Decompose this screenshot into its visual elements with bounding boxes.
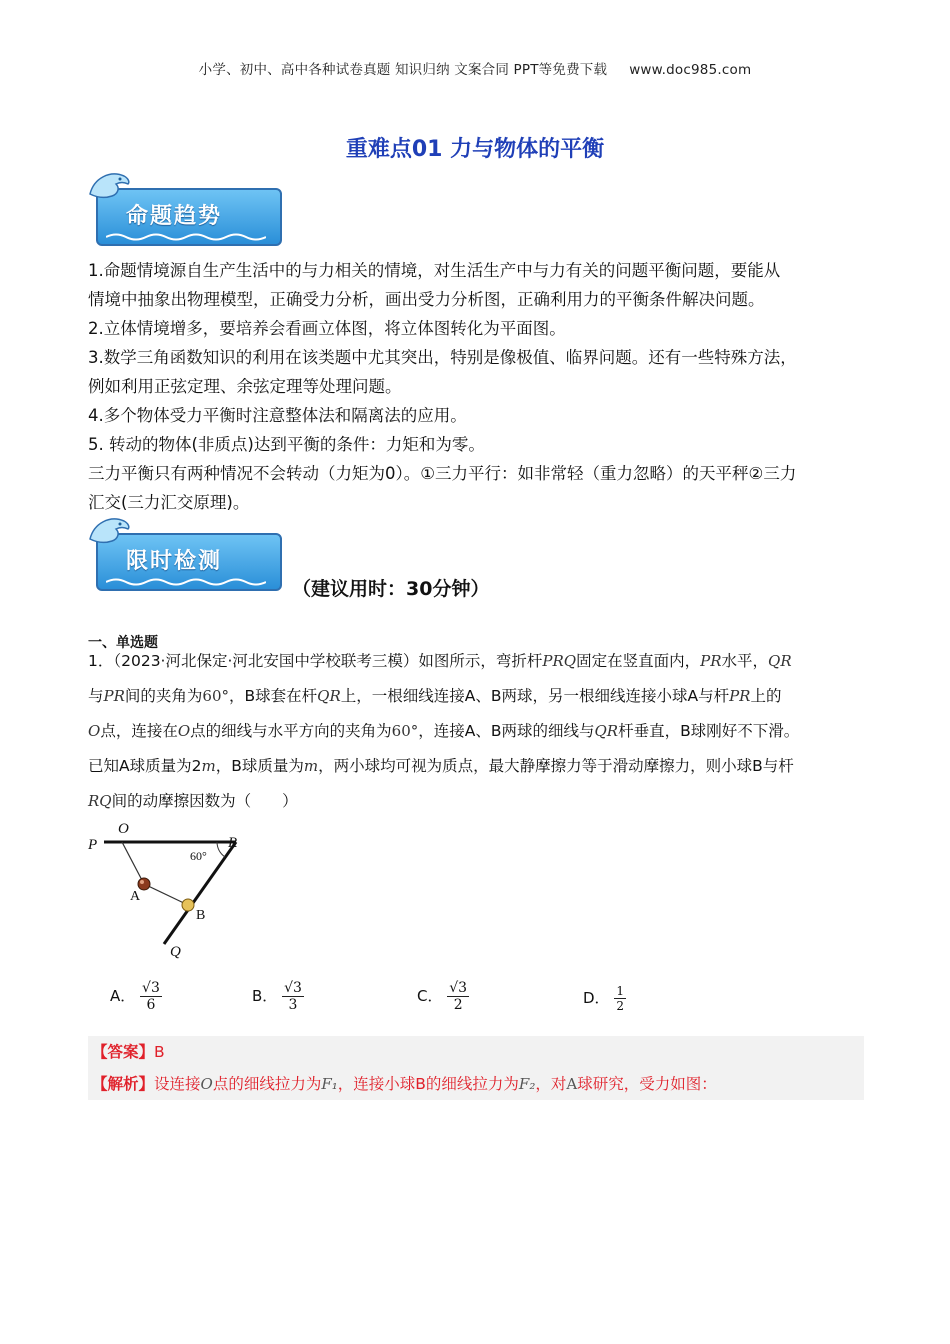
fraction-numerator: √3 [449, 980, 468, 996]
string-oa [122, 842, 144, 884]
header-text: 小学、初中、高中各种试卷真题 知识归纳 文案合同 PPT等免费下载 [198, 62, 608, 78]
analysis-text: 设连接 [154, 1075, 201, 1093]
q-math: m [303, 757, 319, 775]
label-o: O [118, 821, 129, 837]
analysis-line [92, 1068, 862, 1100]
trend-banner [96, 188, 282, 246]
q-text: 与 [88, 687, 104, 705]
option-fraction [447, 980, 469, 1013]
q-text: 固定在竖直面内， [576, 652, 701, 670]
wave-icon [106, 577, 266, 587]
q-math: O [177, 722, 191, 740]
label-angle: 60° [190, 849, 207, 863]
q-text: 水平， [721, 652, 769, 670]
answer-value: B [154, 1043, 165, 1061]
string-ab [144, 884, 188, 905]
trend-text [88, 256, 888, 517]
answer-line [92, 1036, 165, 1068]
analysis-text: 点的细线拉力为 [212, 1075, 322, 1093]
trend-line: 三力平衡只有两种情况不会转动（力矩为0）。①三力平行：如非常轻（重力忽略）的天平秤②三力 [88, 464, 797, 483]
q-text: 已知A球质量为2 [88, 757, 202, 775]
option-label: C． [417, 987, 443, 1005]
label-b: B [196, 908, 206, 923]
fraction-denominator: 3 [288, 997, 298, 1013]
answer-tag: 【答案】 [92, 1043, 155, 1061]
suggested-time: （建议用时：30分钟） [292, 578, 490, 600]
trend-line: 2.立体情境增多，要培养会看画立体图，将立体图转化为平面图。 [88, 319, 566, 338]
option-fraction [140, 980, 162, 1013]
fraction-numerator: 1 [616, 984, 624, 998]
option-fraction [614, 984, 626, 1013]
trend-line: 汇交(三力汇交原理)。 [88, 493, 250, 512]
q-math: QR [768, 652, 792, 670]
q-text: 1．（2023·河北保定·河北安国中学校联考三模）如图所示，弯折杆 [88, 652, 543, 670]
trend-line: 3.数学三角函数知识的利用在该类题中尤其突出，特别是像极值、临界问题。还有一些特殊方法， [88, 348, 797, 367]
option-label: A． [110, 987, 136, 1005]
q-text: 杆垂直，B球刚好不下滑。 [618, 722, 800, 740]
option-b[interactable] [252, 980, 304, 1013]
q-math: PR [729, 687, 751, 705]
label-a: A [130, 889, 141, 904]
q-text: ，B球套在杆 [229, 687, 318, 705]
q-text: 间的动摩擦因数为（ ） [111, 792, 298, 810]
analysis-text: ，连接小球B的细线拉力为 [337, 1075, 519, 1093]
option-fraction [282, 980, 304, 1013]
q-math: 60° [391, 722, 419, 740]
trend-line: 例如利用正弦定理、余弦定理等处理问题。 [88, 377, 402, 396]
fraction-numerator: √3 [142, 980, 160, 996]
option-c[interactable] [417, 980, 469, 1013]
q-math: PRQ [542, 652, 577, 670]
trend-line: 5. 转动的物体(非质点)达到平衡的条件：力矩和为零。 [88, 435, 485, 454]
q-text: 点，连接在 [100, 722, 178, 740]
trend-line: 4.多个物体受力平衡时注意整体法和隔离法的应用。 [88, 406, 467, 425]
trend-line: 情境中抽象出物理模型，正确受力分析，画出受力分析图，正确利用力的平衡条件解决问题。 [88, 290, 765, 309]
q-text: ，两小球均可视为质点，最大静摩擦力等于滑动摩擦力，则小球B与杆 [318, 757, 794, 775]
wave-icon [106, 232, 266, 242]
analysis-tag: 【解析】 [92, 1075, 155, 1093]
option-a[interactable] [110, 980, 162, 1013]
q-text: 点的细线与水平方向的夹角为 [190, 722, 392, 740]
q-text: 间的夹角为 [124, 687, 203, 705]
q-text: ，B球质量为 [215, 757, 304, 775]
physics-diagram [84, 818, 264, 964]
analysis-math: F₁ [321, 1075, 338, 1093]
q-math: PR [103, 687, 125, 705]
q-text: ，连接A、B两球的细线与 [418, 722, 595, 740]
ball-b [182, 899, 194, 911]
test-banner-label: 限时检测 [126, 549, 223, 574]
trend-banner-label: 命题趋势 [126, 204, 223, 229]
label-q: Q [170, 944, 181, 960]
fraction-denominator: 2 [616, 999, 624, 1013]
analysis-text: 球研究，受力如图： [577, 1075, 717, 1093]
q-text: 上的 [750, 687, 782, 705]
label-p: P [88, 837, 98, 853]
q-text: 上，一根细线连接A、B两球，另一根细线连接小球A与杆 [340, 687, 730, 705]
analysis-math: F₂ [518, 1075, 536, 1093]
section-title: 一、单选题 [88, 635, 158, 651]
fraction-denominator: 2 [453, 997, 463, 1013]
analysis-math: A [566, 1075, 578, 1093]
trend-line: 1.命题情境源自生产生活中的与力相关的情境，对生活生产中与力有关的问题平衡问题，要能从 [88, 261, 781, 280]
fraction-numerator: √3 [284, 980, 302, 996]
header-url[interactable]: www.doc985.com [629, 62, 752, 78]
option-d[interactable] [583, 984, 626, 1013]
question-1 [88, 644, 878, 819]
fraction-denominator: 6 [146, 997, 156, 1013]
q-math: m [201, 757, 216, 775]
ball-a-highlight [140, 880, 144, 884]
analysis-text: ，对 [535, 1075, 567, 1093]
q-math: RQ [88, 792, 112, 810]
q-math: 60° [202, 687, 230, 705]
analysis-math: O [200, 1075, 213, 1093]
test-banner [96, 533, 282, 591]
page-title: 重难点01 力与物体的平衡 [345, 137, 605, 162]
angle-arc [217, 842, 225, 857]
q-math: O [88, 722, 101, 740]
option-label: D． [583, 989, 610, 1007]
q-math: QR [317, 687, 341, 705]
q-math: QR [594, 722, 619, 740]
option-label: B． [252, 987, 278, 1005]
label-r: R [228, 835, 238, 851]
q-math: PR [700, 652, 722, 670]
site-header [0, 58, 950, 78]
